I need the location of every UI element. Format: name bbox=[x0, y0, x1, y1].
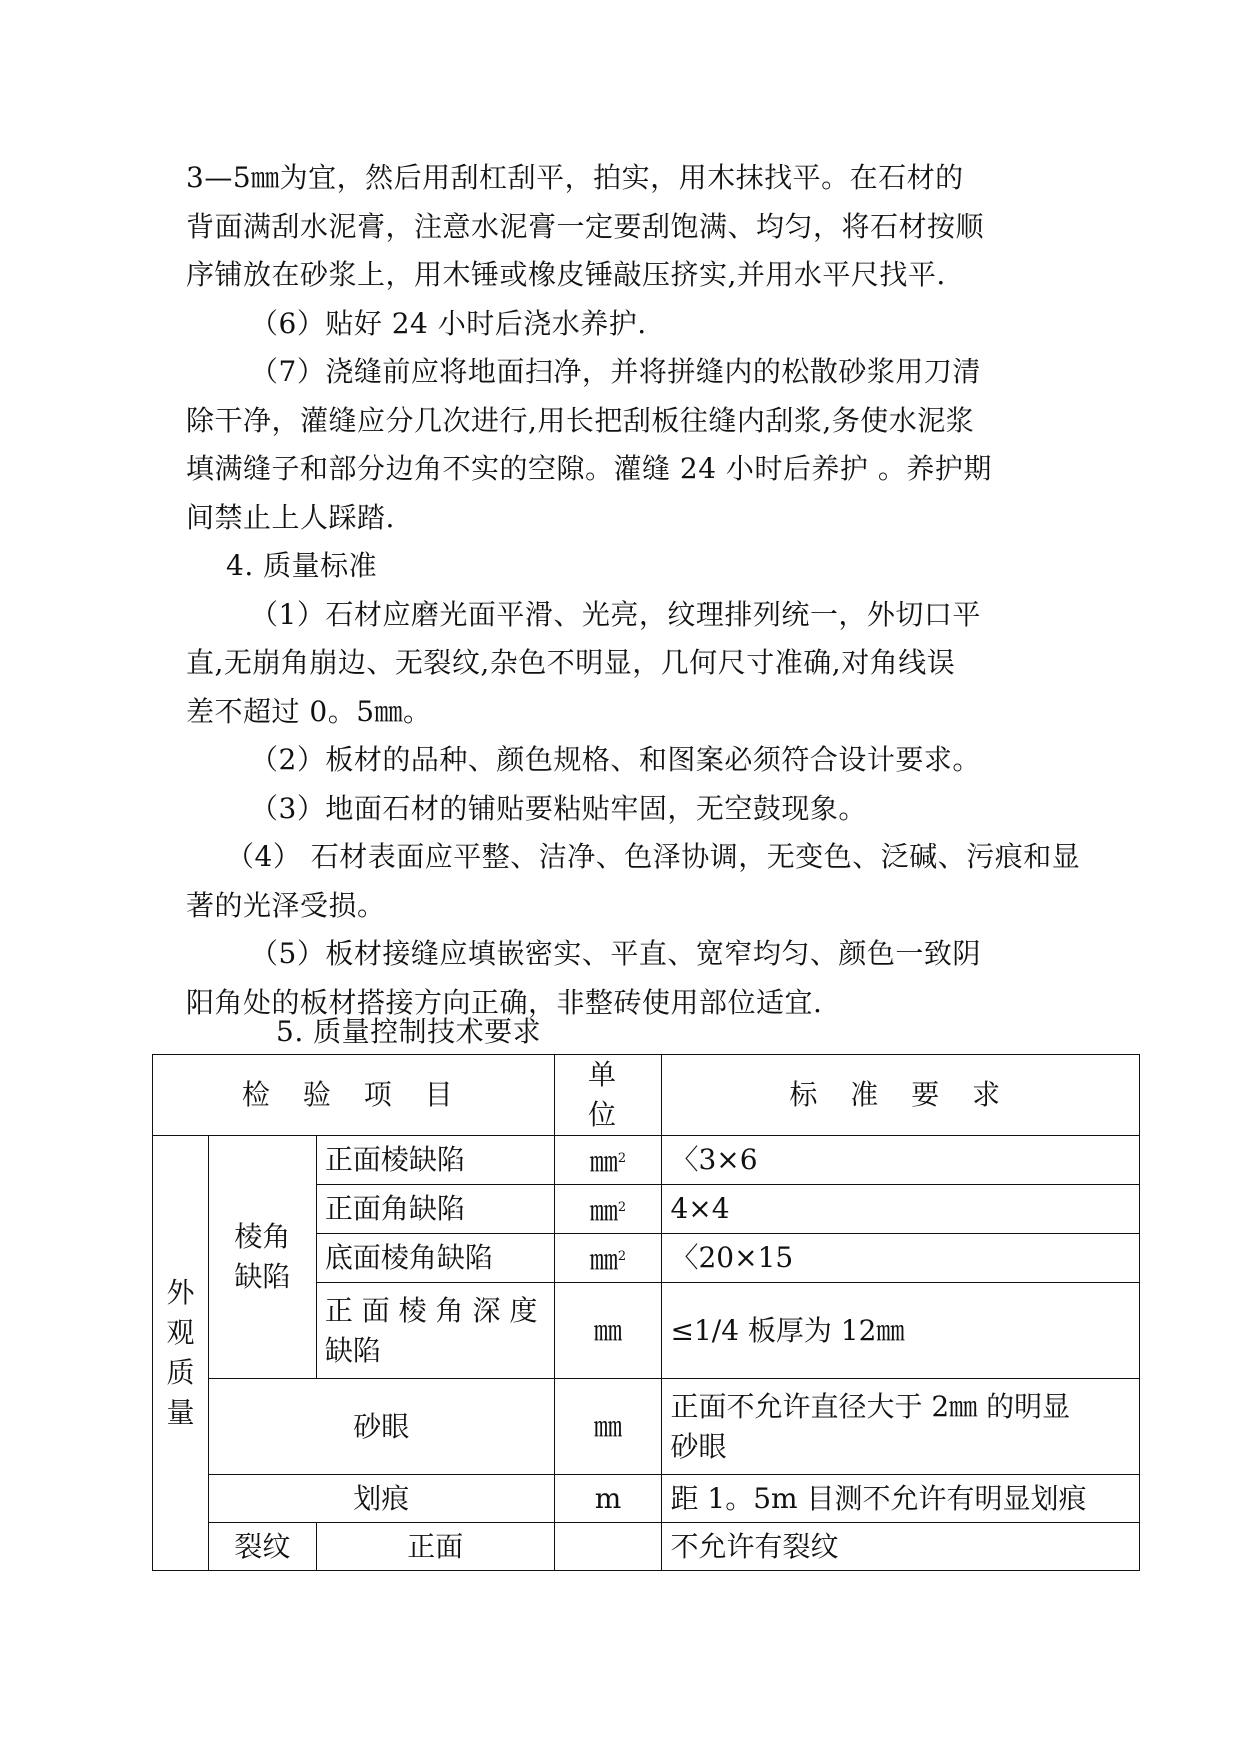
paragraph-line: （2）板材的品种、颜色规格、和图案必须符合设计要求。 bbox=[250, 743, 981, 776]
item-cell: 正 面 棱 角 深 度 缺陷 bbox=[316, 1283, 554, 1379]
quality-control-table bbox=[152, 1054, 1140, 1571]
unit-cell bbox=[554, 1523, 662, 1571]
header-standard: 标 准 要 求 bbox=[662, 1055, 1140, 1136]
group-outer-cell: 外 观 质 量 bbox=[153, 1136, 209, 1571]
table-row bbox=[153, 1475, 1140, 1523]
paragraph-line: 直,无崩角崩边、无裂纹,杂色不明显，几何尺寸准确,对角线误 bbox=[186, 646, 956, 679]
item-cell: 底面棱角缺陷 bbox=[316, 1234, 554, 1283]
item-cell: 正面 bbox=[316, 1523, 554, 1571]
group-corner-cell: 棱角 缺陷 bbox=[208, 1136, 316, 1379]
paragraph-line: 除干净，灌缝应分几次进行,用长把刮板往缝内刮浆,务使水泥浆 bbox=[186, 403, 975, 437]
paragraph-line: （1）石材应磨光面平滑、光亮，纹理排列统一，外切口平 bbox=[250, 597, 981, 631]
item-cell: 正面角缺陷 bbox=[316, 1185, 554, 1234]
standard-cell: 〈20×15 bbox=[662, 1234, 1140, 1283]
table-row bbox=[153, 1136, 1140, 1185]
paragraph-line: 著的光泽受损。 bbox=[186, 888, 386, 922]
paragraph-line: 填满缝子和部分边角不实的空隙。灌缝 24 小时后养护 。养护期 bbox=[186, 452, 992, 485]
unit-cell: ㎜$^2$ bbox=[554, 1136, 662, 1185]
section-heading: 4. 质量标准 bbox=[226, 549, 378, 582]
paragraph-line: 间禁止上人踩踏. bbox=[186, 500, 395, 534]
table-header-row bbox=[153, 1055, 1140, 1136]
standard-cell: 不允许有裂纹 bbox=[662, 1523, 1140, 1571]
table-row bbox=[153, 1523, 1140, 1571]
body-text bbox=[186, 154, 1081, 1027]
paragraph-line: （3）地面石材的铺贴要粘贴牢固，无空鼓现象。 bbox=[250, 791, 867, 825]
standard-cell: ≤1/4 板厚为 12㎜ bbox=[662, 1283, 1140, 1379]
unit-cell: m bbox=[554, 1475, 662, 1523]
unit-cell: ㎜$^2$ bbox=[554, 1234, 662, 1283]
standard-cell: 〈3×6 bbox=[662, 1136, 1140, 1185]
item-cell: 划痕 bbox=[208, 1475, 554, 1523]
header-item: 检 验 项 目 bbox=[153, 1055, 555, 1136]
unit-cell: ㎜$^2$ bbox=[554, 1185, 662, 1234]
item-cell: 正面棱缺陷 bbox=[316, 1136, 554, 1185]
standard-cell: 正面不允许直径大于 2㎜ 的明显 砂眼 bbox=[662, 1379, 1140, 1475]
unit-cell: ㎜ bbox=[554, 1283, 662, 1379]
section-heading: 5. 质量控制技术要求 bbox=[276, 1015, 542, 1048]
paragraph-line: 3—5㎜为宜，然后用刮杠刮平，拍实，用木抹找平。在石材的 bbox=[186, 161, 964, 194]
paragraph-line: 序铺放在砂浆上，用木锤或橡皮锤敲压挤实,并用水平尺找平. bbox=[186, 258, 946, 291]
paragraph-line: （6）贴好 24 小时后浇水养护. bbox=[250, 306, 647, 340]
unit-cell: ㎜ bbox=[554, 1379, 662, 1475]
paragraph-line: （5）板材接缝应填嵌密实、平直、宽窄均匀、颜色一致阴 bbox=[250, 937, 981, 970]
item-cell: 砂眼 bbox=[208, 1379, 554, 1475]
group-crack-cell: 裂纹 bbox=[208, 1523, 316, 1571]
paragraph-line: （4） 石材表面应平整、洁净、色泽协调，无变色、泛碱、污痕和显 bbox=[226, 840, 1081, 873]
paragraph-line: 差不超过 0。5㎜。 bbox=[186, 694, 432, 728]
header-unit: 单 位 bbox=[554, 1055, 662, 1136]
paragraph-line: 阳角处的板材搭接方向正确，非整砖使用部位适宜. bbox=[186, 985, 823, 1019]
standard-cell: 距 1。5m 目测不允许有明显划痕 bbox=[662, 1475, 1140, 1523]
standard-cell: 4×4 bbox=[662, 1185, 1140, 1234]
paragraph-line: （7）浇缝前应将地面扫净，并将拼缝内的松散砂浆用刀清 bbox=[250, 355, 981, 388]
paragraph-line: 背面满刮水泥膏，注意水泥膏一定要刮饱满、均匀，将石材按顺 bbox=[186, 209, 985, 243]
table-row bbox=[153, 1379, 1140, 1475]
